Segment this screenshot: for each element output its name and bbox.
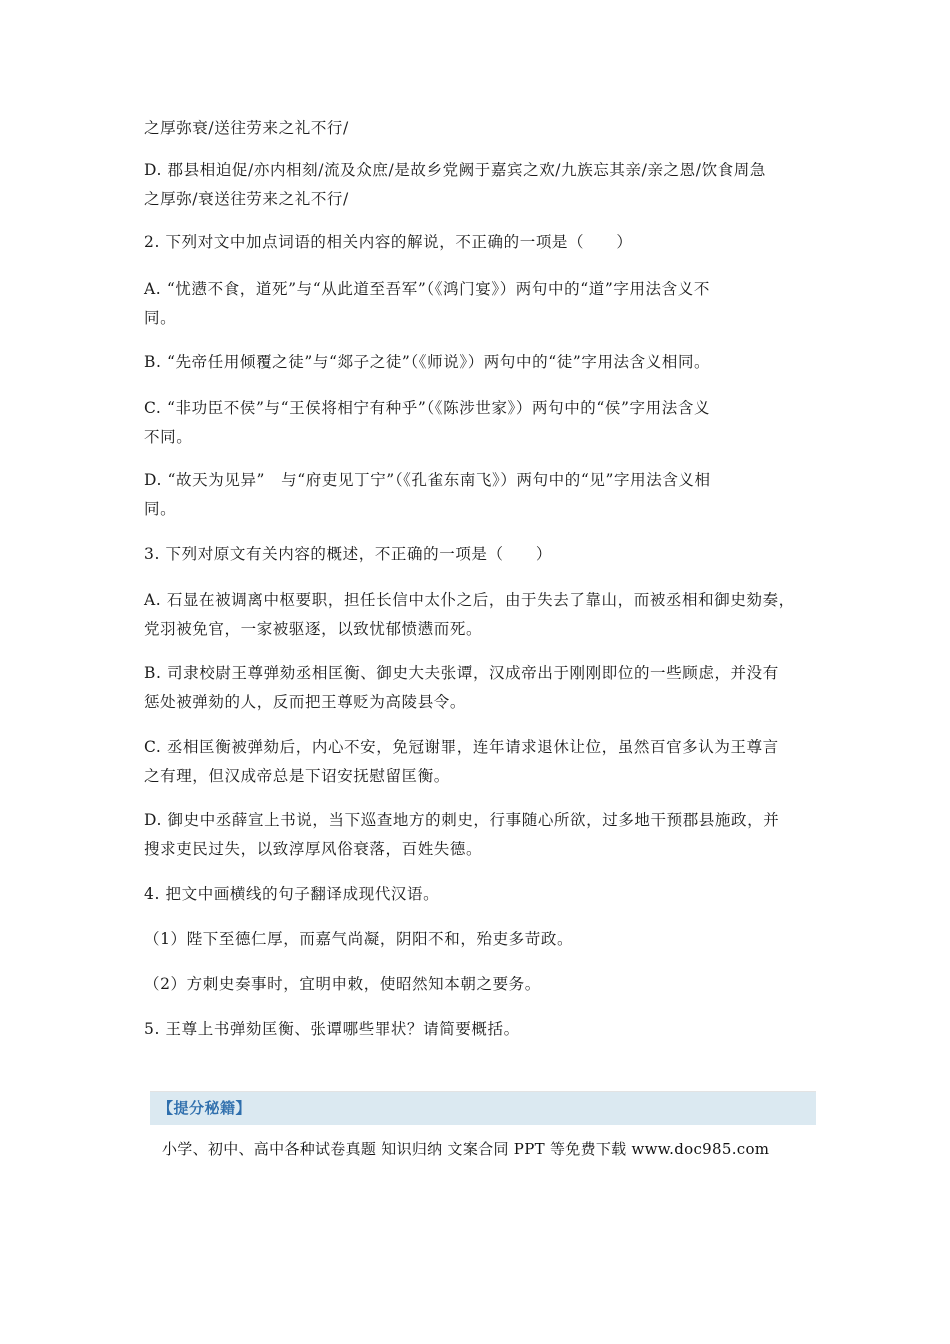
text-line: （2）方刺史奏事时，宜明申敕，使昭然知本朝之要务。 xyxy=(144,975,541,993)
question-2-stem xyxy=(144,228,816,257)
question-2-option-a xyxy=(144,275,816,333)
text-line: （1）陛下至德仁厚，而嘉气尚凝，阴阳不和，殆吏多苛政。 xyxy=(144,930,574,948)
tips-section-header xyxy=(150,1091,816,1125)
question-3-option-b xyxy=(144,659,816,717)
text-line: 之厚弥衰/送往劳来之礼不行/ xyxy=(144,119,349,137)
text-line: 5. 王尊上书弹劾匡衡、张谭哪些罪状？请简要概括。 xyxy=(144,1020,520,1038)
text-line: 3. 下列对原文有关内容的概述，不正确的一项是（ ） xyxy=(144,545,552,563)
text-line: 不同。 xyxy=(144,428,193,446)
option-d-punctuation xyxy=(144,156,816,214)
question-3-option-c xyxy=(144,733,816,791)
text-line: A. 石显在被调离中枢要职，担任长信中太仆之后，由于失去了靠山，而被丞相和御史劾奏， xyxy=(144,591,795,609)
text-line: 同。 xyxy=(144,500,177,518)
text-line: C. 丞相匡衡被弹劾后，内心不安，免冠谢罪，连年请求退休让位，虽然百官多认为王尊言 xyxy=(144,738,779,756)
question-2-option-c xyxy=(144,394,816,452)
question-4-item-2 xyxy=(144,970,816,999)
question-3-option-d xyxy=(144,806,816,864)
text-line: 之厚弥/衰送往劳来之礼不行/ xyxy=(144,190,349,208)
tips-label: 【提分秘籍】 xyxy=(158,1099,252,1117)
text-line: D. “故天为见异” 与“府吏见丁宁”（《孔雀东南飞》）两句中的“见”字用法含义相 xyxy=(144,471,711,489)
text-line: 搜求吏民过失，以致淳厚风俗衰落，百姓失德。 xyxy=(144,840,483,858)
question-2-option-b xyxy=(144,348,816,377)
footer-note: 小学、初中、高中各种试卷真题 知识归纳 文案合同 PPT 等免费下载 www.doc985.com xyxy=(162,1140,770,1158)
question-5-stem xyxy=(144,1015,816,1044)
question-3-stem xyxy=(144,540,816,569)
text-line: 惩处被弹劾的人，反而把王尊贬为高陵县令。 xyxy=(144,693,467,711)
question-2-option-d xyxy=(144,466,816,524)
text-line: B. 司隶校尉王尊弹劾丞相匡衡、御史大夫张谭，汉成帝出于刚刚即位的一些顾虑，并没有 xyxy=(144,664,779,682)
text-line: B. “先帝任用倾覆之徒”与“郯子之徒”（《师说》）两句中的“徒”字用法含义相同。 xyxy=(144,353,711,371)
text-line: 党羽被免官，一家被驱逐，以致忧郁愤懑而死。 xyxy=(144,620,483,638)
text-line: D. 郡县相迫促/亦内相刻/流及众庶/是故乡党阙于嘉宾之欢/九族忘其亲/亲之恩/饮食周急 xyxy=(144,161,766,179)
text-line: 同。 xyxy=(144,309,177,327)
option-c-continuation xyxy=(144,114,816,143)
text-line: D. 御史中丞薛宣上书说，当下巡查地方的刺史，行事随心所欲，过多地干预郡县施政，并 xyxy=(144,811,780,829)
question-4-item-1 xyxy=(144,925,816,954)
text-line: C. “非功臣不侯”与“王侯将相宁有种乎”（《陈涉世家》）两句中的“侯”字用法含义 xyxy=(144,399,711,417)
text-line: 之有理，但汉成帝总是下诏安抚慰留匡衡。 xyxy=(144,767,450,785)
text-line: 2. 下列对文中加点词语的相关内容的解说，不正确的一项是（ ） xyxy=(144,233,633,251)
text-line: 4. 把文中画横线的句子翻译成现代汉语。 xyxy=(144,885,440,903)
question-4-stem xyxy=(144,880,816,909)
text-line: A. “忧懑不食，道死”与“从此道至吾军”（《鸿门宴》）两句中的“道”字用法含义不 xyxy=(144,280,710,298)
question-3-option-a xyxy=(144,586,816,644)
